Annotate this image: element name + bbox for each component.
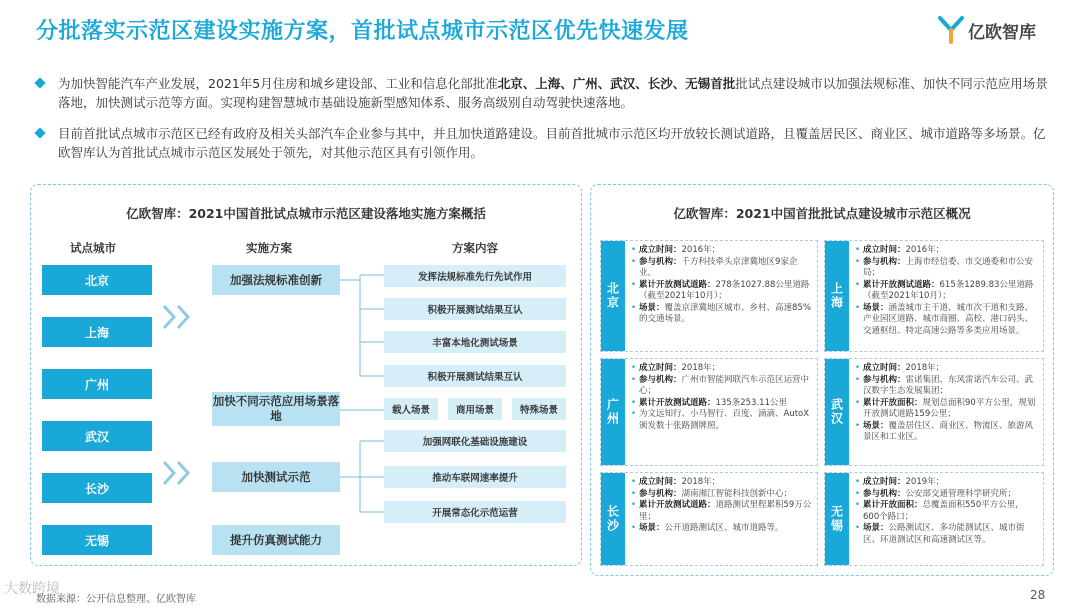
connector-lines xyxy=(340,260,390,525)
card-city-tag: 广州 xyxy=(601,359,625,465)
city-box: 武汉 xyxy=(42,421,152,451)
city-box: 无锡 xyxy=(42,525,152,555)
city-card-wuxi: 无锡 • 成立时间：2019年； • 参与机构：公安部交通管理科学研究所； • 累计开放面积：总覆盖面积550平方公里，600个路口； • 场景：公路测试区、多功能测试区、城市街区、环道测试区和高速测试区等。 xyxy=(824,472,1044,566)
brand-logo xyxy=(938,16,1036,44)
city-card-wuhan: 武汉 • 成立时间：2018年； • 参与机构：雷诺集团、东风雷诺汽车公司、武汉数字生态发展集团； • 累计开放面积：规划总面积90平方公里，规划开放测试道路159公里； • 场景：覆盖居住区、商业区、物流区、旅游风景区和工业区。 xyxy=(824,358,1044,466)
bullet-1: 为加快智能汽车产业发展，2021年5月住房和城乡建设部、工业和信息化部批准北京、上海、广州、武汉、长沙、无锡首批批试点建设城市以加强法规标准、加快不同示范应用场景落地，加快测试示范等方面。实现构建智慧城市基础设施新型感知体系、服务高级别自动驾驶快速落地。 xyxy=(36,74,1052,112)
card-city-tag: 上海 xyxy=(825,241,849,351)
diamond-bullet-icon xyxy=(34,77,45,88)
source-note: 数据来源：公开信息整理、亿欧智库 xyxy=(36,594,196,605)
bullet-2: 目前首批试点城市示范区已经有政府及相关头部汽车企业参与其中，并且加快道路建设。目前首批城市示范区均开放较长测试道路，且覆盖居民区、商业区、城市道路等多场景。亿欧智库认为首批试点城市示范区发展处于领先，对其他示范区具有引领作用。 xyxy=(36,124,1052,162)
page-title: 分批落实示范区建设实施方案，首批试点城市示范区优先快速发展 xyxy=(36,19,689,44)
city-box: 北京 xyxy=(42,265,152,295)
card-city-tag: 北京 xyxy=(601,241,625,351)
watermark: 大数跨境 xyxy=(4,581,60,597)
scene-box: 载人场景 xyxy=(384,398,438,420)
content-box: 积极开展测试结果互认 xyxy=(384,298,566,320)
plan-box: 加快测试示范 xyxy=(212,462,340,492)
logo-text: 亿欧智库 xyxy=(968,22,1036,43)
logo-mark-icon xyxy=(938,16,964,44)
card-city-tag: 武汉 xyxy=(825,359,849,465)
scene-box: 商用场景 xyxy=(448,398,502,420)
plan-box: 加快不同示范应用场景落地 xyxy=(212,392,340,426)
right-panel-title: 亿欧智库：2021中国首批批试点建设城市示范区概况 xyxy=(673,206,971,221)
col-head-plan: 实施方案 xyxy=(246,241,292,255)
card-city-tag: 无锡 xyxy=(825,473,849,565)
content-box: 加强网联化基础设施建设 xyxy=(384,430,566,452)
col-head-city: 试点城市 xyxy=(70,241,116,255)
diamond-bullet-icon xyxy=(34,127,45,138)
plan-box: 提升仿真测试能力 xyxy=(212,525,340,555)
double-chevron-icon xyxy=(160,458,200,488)
content-box: 发挥法规标准先行先试作用 xyxy=(384,265,566,287)
content-box: 开展常态化示范运营 xyxy=(384,501,566,523)
city-card-guangzhou: 广州 • 成立时间：2018年； • 参与机构：广州市智能网联汽车示范区运营中心； • 累计开放测试道路：135条253.11公里 • 为文远知行、小马智行、百度、滴滴、AutoX颁发数十张路测牌照。 xyxy=(600,358,818,466)
city-card-shanghai: 上海 • 成立时间：2016年； • 参与机构：上海市经信委、市交通委和市公安局； • 累计开放测试道路：615条1289.83公里道路（截至2021年10月）； • 场景：涵盖城市主干道、城市次干道和支路、产业园区道路、城市商圈、高校、港口码头、交通枢纽、特定高速公路等多类应用场景。 xyxy=(824,240,1044,352)
left-panel-title: 亿欧智库：2021中国首批试点城市示范区建设落地实施方案概括 xyxy=(126,206,486,221)
content-box: 积极开展测试结果互认 xyxy=(384,365,566,387)
card-city-tag: 长沙 xyxy=(601,473,625,565)
city-box: 长沙 xyxy=(42,473,152,503)
page-number: 28 xyxy=(1030,588,1046,602)
city-box: 上海 xyxy=(42,317,152,347)
col-head-content: 方案内容 xyxy=(452,241,498,255)
double-chevron-icon xyxy=(160,302,200,332)
city-card-changsha: 长沙 • 成立时间：2018年； • 参与机构：湖南湘江智能科技创新中心； • 累计开放测试道路：道路测试里程累积59万公里； • 场景：公开道路测试区、城市道路等。 xyxy=(600,472,818,566)
content-box: 推动车联网速率提升 xyxy=(384,466,566,488)
plan-box: 加强法规标准创新 xyxy=(212,265,340,295)
city-box: 广州 xyxy=(42,369,152,399)
city-card-beijing: 北京 • 成立时间：2016年； • 参与机构：千方科技牵头京津冀地区9家企业。 • 累计开放测试道路：278条1027.88公里道路（截至2021年10月）； • 场景：覆盖京津冀地区城市、乡村、高速85%的交通场景。 xyxy=(600,240,818,352)
content-box: 丰富本地化测试场景 xyxy=(384,331,566,353)
scene-box: 特殊场景 xyxy=(512,398,566,420)
